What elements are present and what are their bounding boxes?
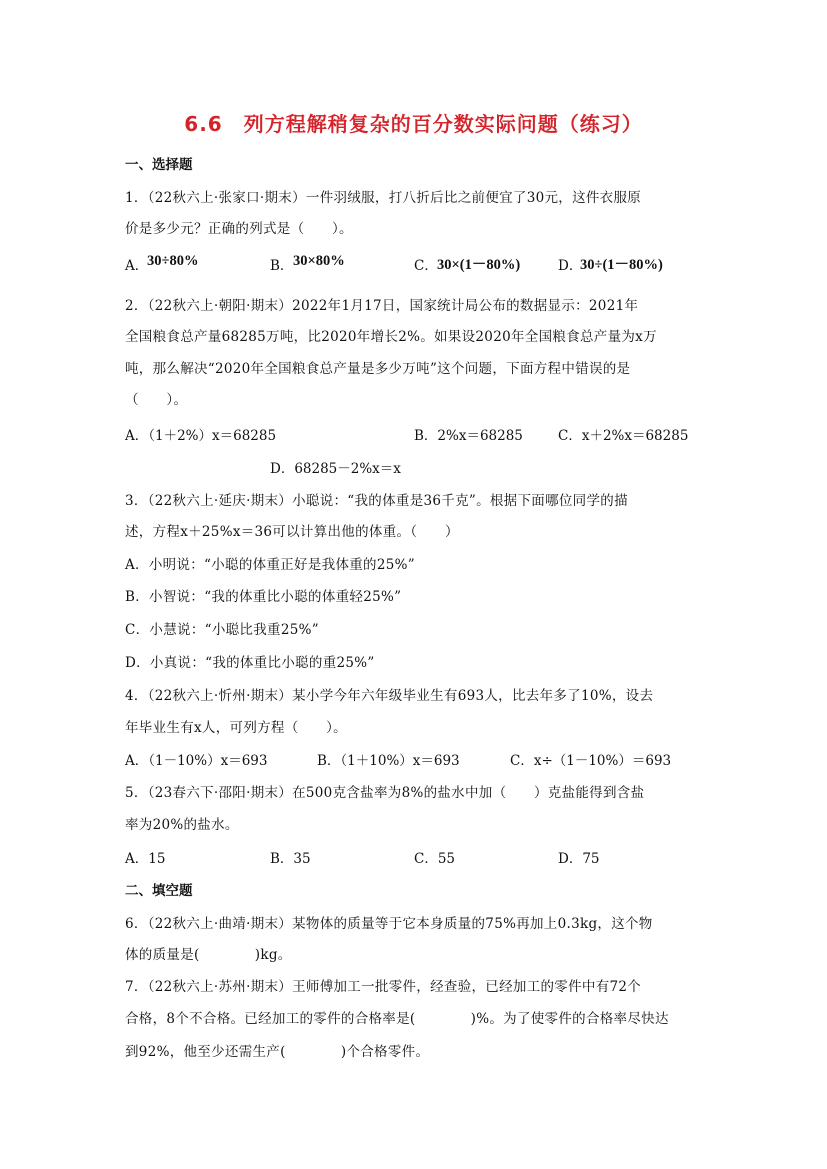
page-title: 6.6 列方程解稍复杂的百分数实际问题（练习） bbox=[184, 112, 643, 136]
question-2-option-d: D．68285－2%x＝x bbox=[270, 461, 401, 477]
question-4-option-a: A．（1－10%）x＝693 bbox=[125, 753, 268, 769]
question-4-option-b: B．（1＋10%）x＝693 bbox=[317, 753, 460, 769]
question-7-line-2: 合格，8个不合格。已经加工的零件的合格率是( )%。为了使零件的合格率尽快达 bbox=[125, 1011, 669, 1027]
question-1-option-b-label: B． bbox=[270, 258, 294, 274]
question-1-option-c: 30×(1－80%) bbox=[437, 257, 521, 273]
question-2-option-b: B．2%x＝68285 bbox=[414, 428, 523, 444]
question-2-option-a: A．（1＋2%）x＝68285 bbox=[125, 428, 277, 444]
question-3-option-b: B．小智说：“我的体重比小聪的体重轻25%” bbox=[125, 589, 402, 605]
question-5-option-a: A．15 bbox=[125, 851, 166, 867]
question-1-line-2: 价是多少元？正确的列式是（ ）。 bbox=[125, 221, 353, 237]
question-2-option-c: C．x＋2%x＝68285 bbox=[558, 428, 689, 444]
question-1-line-1: 1．（22秋六上·张家口·期末）一件羽绒服，打八折后比之前便宜了30元，这件衣服原 bbox=[125, 190, 642, 206]
question-5-option-c: C．55 bbox=[414, 851, 456, 867]
question-2-line-4: （ ）。 bbox=[125, 392, 188, 408]
question-1-option-a: 30÷80% bbox=[147, 253, 199, 269]
question-2-line-3: 吨，那么解决“2020年全国粮食总产量是多少万吨”这个问题，下面方程中错误的是 bbox=[125, 361, 631, 377]
question-4-option-c: C．x÷（1－10%）＝693 bbox=[510, 753, 672, 769]
question-4-line-2: 年毕业生有x人，可列方程（ ）。 bbox=[125, 720, 347, 736]
question-3-option-d: D．小真说：“我的体重比小聪的重25%” bbox=[125, 655, 375, 671]
question-1-option-a-label: A． bbox=[125, 258, 149, 274]
question-5-line-1: 5．（23春六下·邵阳·期末）在500克含盐率为8%的盐水中加（ ）克盐能得到含盐 bbox=[125, 785, 645, 801]
question-1-option-b: 30×80% bbox=[293, 253, 345, 269]
section-heading-fill: 二、填空题 bbox=[125, 883, 193, 899]
question-5-option-d: D．75 bbox=[558, 851, 600, 867]
question-3-option-c: C．小慧说：“小聪比我重25%” bbox=[125, 622, 319, 638]
question-5-line-2: 率为20%的盐水。 bbox=[125, 817, 239, 833]
section-heading-choice: 一、选择题 bbox=[125, 157, 193, 173]
question-6-line-2: 体的质量是( )kg。 bbox=[125, 947, 292, 963]
question-3-line-1: 3．（22秋六上·延庆·期末）小聪说：“我的体重是36千克”。根据下面哪位同学的描 bbox=[125, 493, 628, 509]
question-7-line-1: 7．（22秋六上·苏州·期末）王师傅加工一批零件，经查验，已经加工的零件中有72个 bbox=[125, 979, 642, 995]
question-1-option-d-label: D． bbox=[558, 258, 583, 274]
question-1-option-c-label: C． bbox=[414, 258, 438, 274]
question-3-option-a: A．小明说：“小聪的体重正好是我体重的25%” bbox=[125, 557, 415, 573]
question-2-line-1: 2．（22秋六上·朝阳·期末）2022年1月17日，国家统计局公布的数据显示：2021年 bbox=[125, 298, 639, 314]
question-3-line-2: 述，方程x＋25%x＝36可以计算出他的体重。（ ） bbox=[125, 524, 459, 540]
question-7-line-3: 到92%，他至少还需生产( )个合格零件。 bbox=[125, 1044, 430, 1060]
question-1-option-d: 30÷(1－80%) bbox=[580, 257, 663, 273]
question-5-option-b: B．35 bbox=[270, 851, 311, 867]
question-2-line-2: 全国粮食总产量68285万吨，比2020年增长2%。如果设2020年全国粮食总产量为x万 bbox=[125, 329, 657, 345]
question-4-line-1: 4．（22秋六上·忻州·期末）某小学今年六年级毕业生有693人，比去年多了10%，设去 bbox=[125, 688, 654, 704]
question-6-line-1: 6．（22秋六上·曲靖·期末）某物体的质量等于它本身质量的75%再加上0.3kg，这个物 bbox=[125, 916, 653, 932]
